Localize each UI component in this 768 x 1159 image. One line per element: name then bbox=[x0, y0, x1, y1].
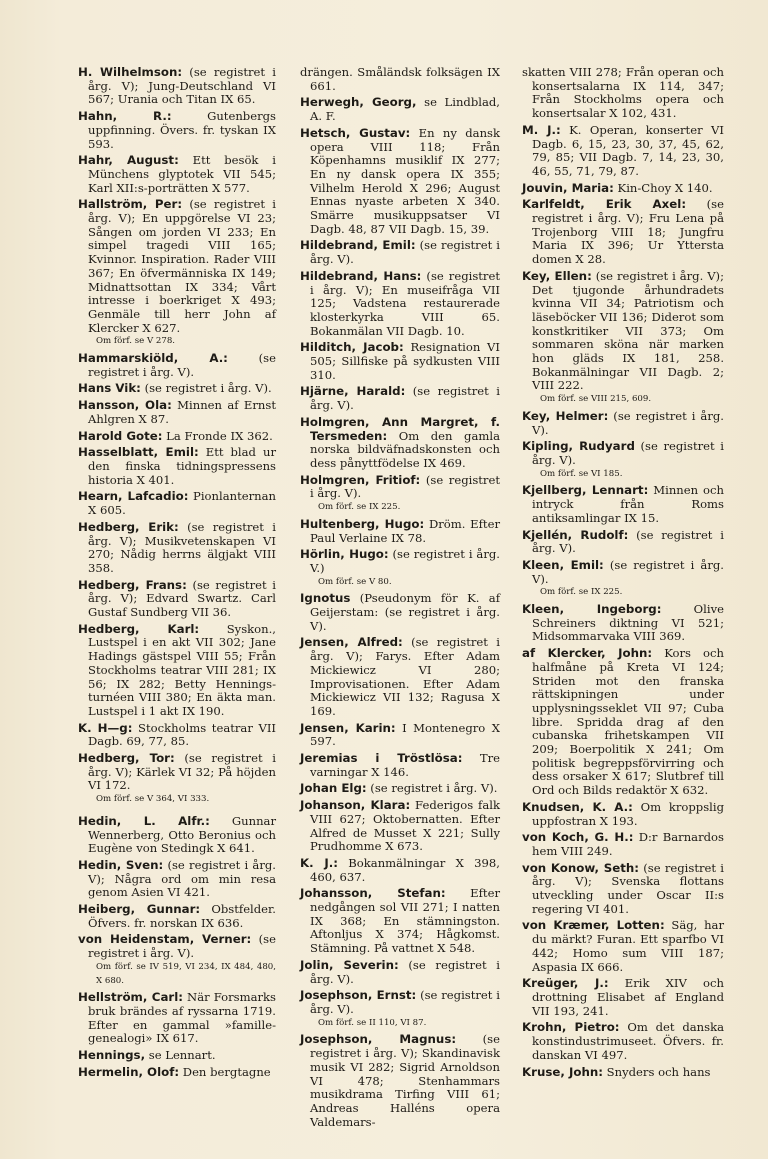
index-entry bbox=[300, 385, 500, 412]
entry-text: (se registret i årg. V); Fru Lena på Trojenborg VIII 18; Jungfru Maria IX 396; Ur Yttersta domen X 28. bbox=[532, 197, 724, 267]
index-entry bbox=[78, 579, 276, 620]
entry-text: (se registret i årg. V). bbox=[532, 439, 724, 467]
entry-author: Johansson, Stefan: bbox=[300, 886, 446, 901]
index-entry bbox=[300, 416, 500, 471]
entry-author: Karlfeldt, Erik Axel: bbox=[522, 197, 687, 212]
index-entry bbox=[522, 270, 724, 407]
entry-author: Josephson, Ernst: bbox=[300, 988, 417, 1003]
index-entry bbox=[78, 198, 276, 349]
entry-text: Kors och halfmåne på Kreta VI 124; Striden mot den franska rättskipningen under upplysningsseklet VII 97; Cuba libre. Spridda drag af den cubanska frihetskampen VII 209; Boerpolitik X 241; Om politisk begreppsförvirring och dess orsaker X 617; Slutbref till Ord och Bilds redaktör X 632. bbox=[532, 646, 724, 798]
index-entry bbox=[78, 722, 276, 749]
entry-author: Krohn, Pietro: bbox=[522, 1020, 620, 1035]
entry-text: Om den gamla norska bildväfnadskonsten och dess pånyttfödelse IX 469. bbox=[310, 428, 500, 470]
index-entry bbox=[522, 1021, 724, 1062]
index-entry bbox=[522, 410, 724, 437]
entry-text: Minnen af Ernst Ahlgren X 87. bbox=[88, 398, 276, 426]
entry-text: (Pseudonym för K. af Geijerstam: (se registret i årg. V). bbox=[310, 591, 500, 633]
index-entry bbox=[522, 484, 724, 525]
index-entry bbox=[522, 529, 724, 556]
entry-author: K. H—g: bbox=[78, 720, 133, 735]
index-entry bbox=[78, 446, 276, 487]
entry-author: Hildebrand, Emil: bbox=[300, 238, 416, 253]
entry-text: Resignation VI 505; Sillfiske på sydkusten VIII 310. bbox=[310, 340, 500, 382]
entry-author: Hultenberg, Hugo: bbox=[300, 516, 425, 531]
entry-note: Om förf. se IX 225. bbox=[540, 587, 623, 598]
index-entry bbox=[300, 989, 500, 1030]
index-entry bbox=[78, 154, 276, 195]
entry-text: skatten VIII 278; Från operan och konsertsalarna IX 114, 347; Från Stockholms opera och konsertsalar X 102, 431. bbox=[522, 65, 724, 121]
entry-text: (se registret i årg. V); Jung-Deutschland VI 567; Urania och Titan IX 65. bbox=[88, 65, 276, 107]
entry-text: Efter nedgången sol VII 271; I natten IX 368; En stämningston. Aftonljus X 374; Hågkomst. Stämning. På vattnet X 548. bbox=[310, 886, 500, 956]
entry-text: Gutenbergs uppfinning. Övers. fr. tyskan IX 593. bbox=[88, 109, 276, 151]
entry-author: Harold Gote: bbox=[78, 428, 163, 443]
entry-text: (se registret i årg. V). bbox=[532, 527, 724, 556]
entry-text: (se registret i årg. V); Kärlek VI 32; På höjden VI 172. bbox=[88, 751, 277, 793]
entry-text: (se registret i årg. V); En uppgörelse VI 23; Sången om jorden VI 233; En simpel tragedi VIII 165; Kvinnor. Inspiration. Rader VIII 367; En öfvermänniska IX 149; Midnattsottan IX 334; Vårt intresse i boerkriget X 493; Genmäle till herr John af Klercker X 627. bbox=[88, 197, 276, 335]
entry-author: von Koch, G. H.: bbox=[522, 830, 634, 845]
entry-author: M. J.: bbox=[522, 122, 561, 137]
entry-text: Erik XIV och drottning Elisabet af England VII 193, 241. bbox=[532, 976, 724, 1018]
entry-author: Hilditch, Jacob: bbox=[300, 340, 404, 355]
index-entry bbox=[78, 430, 276, 444]
entry-text: (se registret i årg. V). bbox=[532, 408, 724, 437]
entry-author: Key, Ellen: bbox=[522, 268, 592, 283]
entry-author: K. J.: bbox=[300, 855, 338, 870]
entry-text: Obstfelder. Öfvers. fr. norskan IX 636. bbox=[88, 902, 276, 930]
entry-text: La Fronde IX 362. bbox=[162, 428, 273, 443]
entry-note: Om förf. se V 80. bbox=[318, 576, 392, 587]
entry-author: H. Wilhelmson: bbox=[78, 65, 183, 79]
index-entry bbox=[522, 919, 724, 974]
entry-text: Gunnar Wennerberg, Otto Beronius och Eugène von Stedingk X 641. bbox=[88, 813, 276, 856]
index-entry bbox=[522, 182, 724, 196]
entry-author: Hallström, Per: bbox=[78, 197, 183, 212]
entry-author: von Heidenstam, Verner: bbox=[78, 932, 252, 947]
entry-author: Heiberg, Gunnar: bbox=[78, 902, 201, 917]
entry-author: Jeremias i Tröstlösa: bbox=[300, 751, 463, 766]
entry-author: von Kræmer, Lotten: bbox=[522, 918, 665, 933]
entry-text: (se registret i årg. V). bbox=[140, 381, 272, 396]
index-entry bbox=[300, 474, 500, 515]
entry-text: Minnen och intryck från Roms antiksamlingar IX 15. bbox=[532, 483, 724, 525]
index-entry bbox=[78, 933, 276, 988]
index-entry bbox=[78, 352, 276, 379]
entry-text: Säg, har du märkt? Furan. Ett sparfbo VI 442; Homo sum VIII 187; Aspasia IX 666. bbox=[532, 918, 724, 974]
index-entry bbox=[522, 647, 724, 798]
entry-text: (se registret i årg. V.) bbox=[310, 547, 500, 575]
entry-author: af Klercker, John: bbox=[522, 646, 653, 661]
index-entry bbox=[300, 96, 500, 123]
entry-text: (se registret i årg. V); Musikvetenskapen VI 270; Nådig herrns älgjakt VIII 358. bbox=[88, 519, 276, 575]
entry-note: Om förf. se V 278. bbox=[96, 336, 176, 347]
index-entry bbox=[522, 124, 724, 179]
entry-author: Key, Helmer: bbox=[522, 408, 609, 423]
entry-author: Hearn, Lafcadio: bbox=[78, 489, 189, 504]
entry-author: Kreüger, J.: bbox=[522, 976, 609, 991]
entry-text: Pionlanternan X 605. bbox=[88, 489, 276, 518]
entry-author: Hahr, August: bbox=[78, 153, 179, 168]
entry-note: Om förf. se VI 185. bbox=[540, 468, 623, 479]
index-entry bbox=[300, 270, 500, 339]
index-entry bbox=[78, 66, 276, 107]
entry-text: (se registret i årg. V); Edvard Swartz. Carl Gustaf Sundberg VII 36. bbox=[88, 577, 276, 620]
index-entry bbox=[78, 399, 276, 426]
column-left bbox=[78, 66, 276, 1083]
entry-text: Bokanmälningar X 398, 460, 637. bbox=[310, 855, 500, 884]
index-entry bbox=[300, 518, 500, 545]
entry-author: von Konow, Seth: bbox=[522, 860, 639, 875]
entry-text: Syskon., Lustspel i en akt VII 302; Jane Hadings gästspel VIII 55; Från Stockholms teatrar VIII 281; IX 56; IX 282; Betty Hennings-turnéen VIII 380; En äkta man. Lustspel i 1 akt IX 190. bbox=[88, 621, 276, 718]
entry-author: Hansson, Ola: bbox=[78, 398, 172, 413]
index-entry bbox=[522, 198, 724, 267]
entry-text: (se registret i årg. V). bbox=[88, 351, 276, 379]
index-entry bbox=[300, 857, 500, 884]
index-entry bbox=[300, 752, 500, 779]
entry-author: Hörlin, Hugo: bbox=[300, 547, 389, 562]
index-entry bbox=[78, 903, 276, 930]
index-entry bbox=[300, 341, 500, 382]
entry-note: Om förf. se V 364, VI 333. bbox=[96, 794, 210, 805]
entry-author: Kjellberg, Lennart: bbox=[522, 483, 649, 498]
entry-author: Hans Vik: bbox=[78, 381, 141, 396]
index-entry bbox=[522, 603, 724, 644]
entry-text: (se registret i årg. V). bbox=[310, 957, 501, 986]
index-entry bbox=[78, 521, 276, 576]
entry-author: Hildebrand, Hans: bbox=[300, 268, 422, 283]
entry-text: (se registret i årg. V); Några ord om min resa genom Asien VI 421. bbox=[88, 857, 276, 900]
entry-text: Tre varningar X 146. bbox=[310, 751, 500, 779]
entry-author: Hedin, Sven: bbox=[78, 857, 164, 872]
entry-text: (se registret i årg. V); En museifråga VII 125; Vadstena restaurerade klosterkyrka VIII 65. Bokanmälan VII Dagb. 10. bbox=[310, 268, 500, 338]
index-entry bbox=[78, 623, 276, 719]
index-entry bbox=[78, 1066, 276, 1080]
index-entry bbox=[300, 636, 500, 718]
index-entry bbox=[78, 991, 276, 1046]
entry-text: K. Operan, konserter VI Dagb. 6, 15, 23, 30, 37, 45, 62, 79, 85; VII Dagb. 7, 14, 23, 30, 46, 55, 71, 79, 87. bbox=[532, 122, 724, 178]
entry-text: (se registret i årg. V). bbox=[310, 384, 500, 413]
index-entry bbox=[300, 592, 500, 633]
entry-author: Josephson, Magnus: bbox=[300, 1032, 457, 1047]
index-entry bbox=[522, 559, 724, 600]
entry-author: Hennings, bbox=[78, 1048, 146, 1063]
entry-author: Holmgren, Fritiof: bbox=[300, 472, 421, 487]
index-entry bbox=[300, 799, 500, 854]
index-entry bbox=[522, 831, 724, 858]
index-entry bbox=[78, 382, 276, 396]
entry-text: När Forsmarks bruk brändes af ryssarna 1719. Efter en gammal »famille-genealogi» IX 617. bbox=[88, 990, 277, 1046]
column-right bbox=[522, 66, 724, 1082]
entry-author: Jensen, Alfred: bbox=[300, 635, 403, 650]
index-entry bbox=[300, 722, 500, 749]
index-entry bbox=[300, 66, 500, 93]
entry-text: drängen. Småländsk folksägen IX 661. bbox=[300, 65, 500, 93]
entry-text: I Montenegro X 597. bbox=[310, 720, 500, 749]
index-entry bbox=[78, 859, 276, 900]
entry-author: Hedberg, Frans: bbox=[78, 577, 187, 592]
index-entry bbox=[300, 782, 500, 796]
entry-text: Federigos falk VIII 627; Oktobernatten. Efter Alfred de Musset X 221; Sully Prudhomme X 673. bbox=[310, 798, 500, 854]
entry-author: Hedberg, Karl: bbox=[78, 621, 200, 636]
entry-author: Kruse, John: bbox=[522, 1064, 603, 1079]
entry-text: (se registret i årg. V). bbox=[532, 557, 724, 586]
entry-author: Knudsen, K. A.: bbox=[522, 799, 633, 814]
index-entry bbox=[78, 815, 276, 856]
entry-text: se Lennart. bbox=[145, 1048, 216, 1063]
entry-author: Hjärne, Harald: bbox=[300, 384, 406, 399]
entry-text: Om kroppslig uppfostran X 193. bbox=[532, 799, 724, 828]
entry-note: Om förf. se IV 519, VI 234, IX 484, 480, X 680. bbox=[96, 961, 276, 986]
entry-author: Kleen, Emil: bbox=[522, 557, 604, 572]
entry-text: (se registret i årg. V). bbox=[310, 472, 500, 501]
entry-text: (se registret i årg. V). bbox=[366, 781, 498, 796]
index-entry bbox=[300, 239, 500, 266]
entry-text: (se registret i årg. V); Svenska flottans utveckling under Oscar II:s regering VI 401. bbox=[532, 860, 725, 916]
entry-text: Dröm. Efter Paul Verlaine IX 78. bbox=[310, 516, 500, 545]
entry-author: Johanson, Klara: bbox=[300, 798, 411, 813]
entry-text: (se registret i årg. V). bbox=[310, 988, 500, 1016]
index-entry bbox=[522, 862, 724, 917]
entry-text: Kin-Choy X 140. bbox=[613, 180, 713, 195]
entry-author: Jensen, Karin: bbox=[300, 720, 396, 735]
index-entry bbox=[300, 887, 500, 956]
entry-text: (se registret i årg. V); Det tjugonde århundradets kvinna VII 34; Patriotism och läseböcker VII 136; Diderot som konstkritiker VII 373; Om sommaren sköna när marken hon gläds IX 181, 258. Bokanmälningar VII Dagb. 2; VIII 222. bbox=[532, 268, 724, 393]
entry-note: Om förf. se IX 225. bbox=[318, 502, 401, 513]
entry-author: Kipling, Rudyard bbox=[522, 439, 635, 454]
index-entry bbox=[522, 977, 724, 1018]
entry-text: (se registret i årg. V). bbox=[88, 932, 276, 961]
entry-text: se Lindblad, A. F. bbox=[310, 95, 500, 124]
entry-text: D:r Barnardos hem VIII 249. bbox=[532, 830, 724, 858]
entry-author: Hetsch, Gustav: bbox=[300, 125, 411, 140]
entry-text: Om det danska konstindustrimuseet. Öfvers. fr. danskan VI 497. bbox=[532, 1020, 725, 1062]
entry-author: Jolin, Severin: bbox=[300, 957, 399, 972]
index-entry bbox=[300, 1033, 500, 1129]
entry-text: En ny dansk opera VIII 118; Från Köpenhamns musiklif IX 277; En ny dansk opera IX 355; Vilhelm Herold X 296; August Ennas nyaste arbeten X 340. Smärre musikuppsatser VI Dagb. 48, 87 VII Dagb. 15, 39. bbox=[310, 125, 501, 236]
index-entry bbox=[522, 440, 724, 481]
index-entry bbox=[522, 1066, 724, 1080]
entry-author: Johan Elg: bbox=[300, 781, 367, 796]
column-middle bbox=[300, 66, 500, 1132]
entry-note: Om förf. se VIII 215, 609. bbox=[540, 394, 652, 405]
entry-author: Ignotus bbox=[300, 591, 351, 606]
entry-note: Om förf. se II 110, VI 87. bbox=[318, 1017, 427, 1028]
entry-text: Ett blad ur den finska tidningspressens historia X 401. bbox=[88, 445, 276, 487]
entry-author: Hedberg, Erik: bbox=[78, 519, 179, 534]
entry-author: Hasselblatt, Emil: bbox=[78, 445, 199, 460]
entry-author: Hedberg, Tor: bbox=[78, 751, 175, 766]
entry-text: (se registret i årg. V). bbox=[310, 238, 500, 267]
entry-author: Kjellén, Rudolf: bbox=[522, 527, 629, 542]
entry-text: Ett besök i Münchens glyptotek VII 545; Karl XII:s-porträtten X 577. bbox=[88, 153, 276, 195]
index-entry bbox=[78, 110, 276, 151]
entry-author: Jouvin, Maria: bbox=[522, 180, 614, 195]
entry-text: (se registret i årg. V); Farys. Efter Adam Mickiewicz VI 280; Improvisationen. Efter Adam Mickiewicz VII 132; Ragusa X 169. bbox=[310, 635, 500, 718]
entry-author: Hammarskiöld, A.: bbox=[78, 351, 228, 366]
entry-text: Den bergtagne bbox=[179, 1064, 271, 1079]
index-entry bbox=[522, 801, 724, 828]
entry-author: Holmgren, Ann Margret, f. Tersmeden: bbox=[300, 414, 500, 443]
entry-author: Hermelin, Olof: bbox=[78, 1064, 180, 1079]
entry-author: Hedin, L. Alfr.: bbox=[78, 813, 210, 828]
index-entry bbox=[78, 752, 276, 807]
index-entry bbox=[78, 490, 276, 517]
entry-author: Hellström, Carl: bbox=[78, 990, 183, 1005]
entry-author: Kleen, Ingeborg: bbox=[522, 602, 662, 617]
entry-text: (se registret i årg. V); Skandinavisk musik VI 282; Sigrid Arnoldson VI 478; Stenhammars musikdrama Tirfing VIII 61; Andreas Halléns opera Valdemars- bbox=[310, 1032, 500, 1129]
index-entry bbox=[300, 548, 500, 589]
index-entry bbox=[300, 959, 500, 986]
index-entry bbox=[522, 66, 724, 121]
entry-author: Hahn, R.: bbox=[78, 109, 172, 124]
entry-text: Snyders och hans bbox=[602, 1064, 711, 1079]
entry-author: Herwegh, Georg, bbox=[300, 95, 417, 110]
index-entry bbox=[78, 1049, 276, 1063]
entry-text: Olive Schreiners diktning VI 521; Midsommarvaka VIII 369. bbox=[532, 602, 724, 644]
entry-text: Stockholms teatrar VII Dagb. 69, 77, 85. bbox=[88, 720, 276, 749]
index-entry bbox=[300, 127, 500, 237]
